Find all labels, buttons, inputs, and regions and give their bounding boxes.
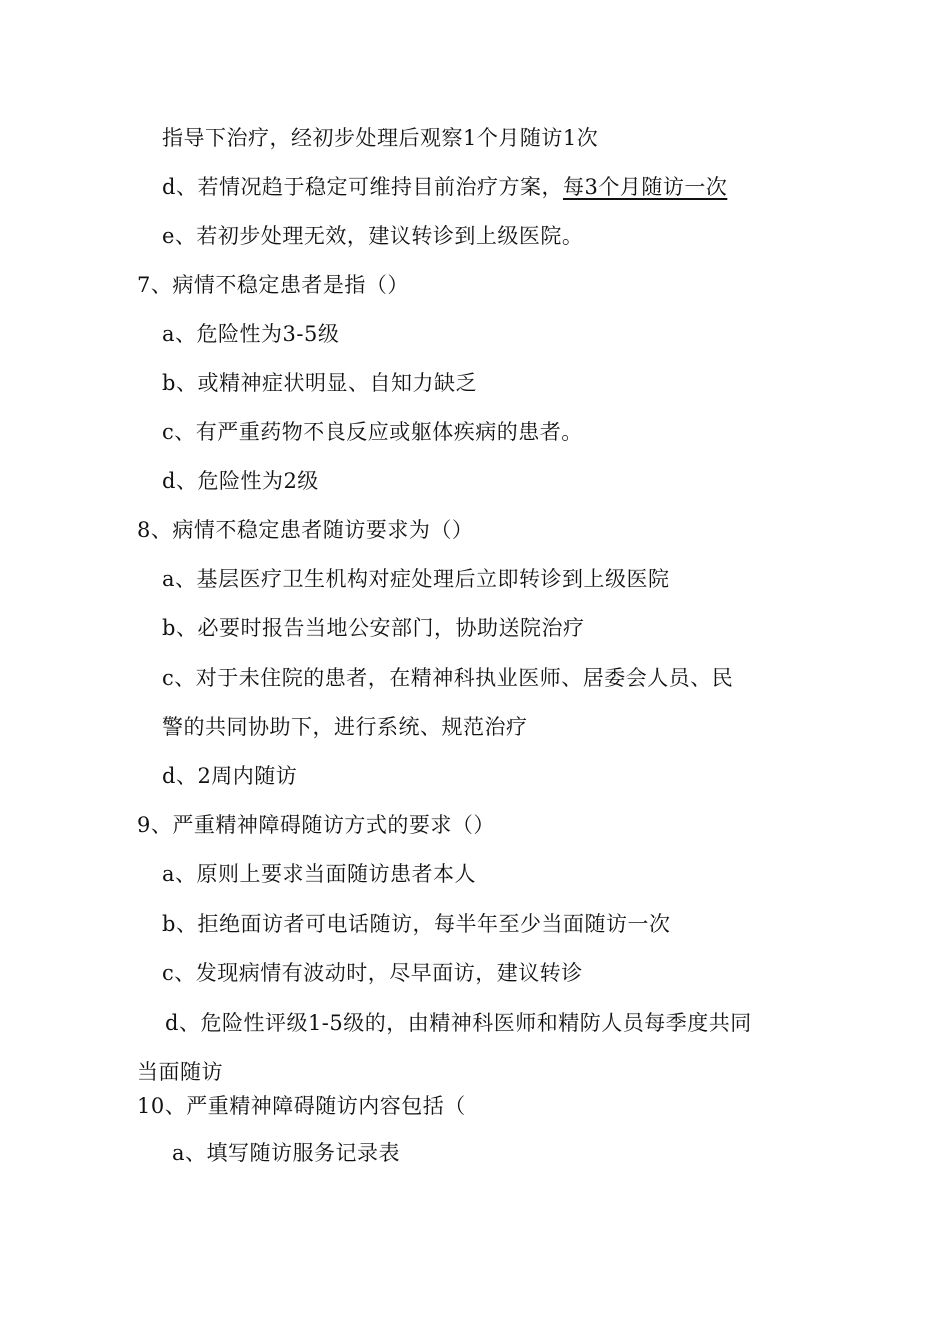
q7-option-c: c、有严重药物不良反应或躯体疾病的患者。 <box>162 420 583 444</box>
q8-option-d: d、2周内随访 <box>162 764 298 788</box>
q9-option-d-line1: d、危险性评级1-5级的，由精神科医师和精防人员每季度共同 <box>165 1011 752 1035</box>
question-8: 8、病情不稳定患者随访要求为（） <box>137 518 474 542</box>
q6-option-d <box>162 173 727 201</box>
q9-option-b: b、拒绝面访者可电话随访，每半年至少当面随访一次 <box>162 912 671 936</box>
question-7: 7、病情不稳定患者是指（） <box>137 273 409 297</box>
question-9: 9、严重精神障碍随访方式的要求（） <box>137 813 495 837</box>
q7-option-b: b、或精神症状明显、自知力缺乏 <box>162 371 477 395</box>
q9-option-a: a、原则上要求当面随访患者本人 <box>162 862 477 886</box>
q8-option-c-line2: 警的共同协助下，进行系统、规范治疗 <box>162 715 528 739</box>
q6-option-d-underlined: 每3个月随访一次 <box>562 175 728 199</box>
q8-option-a: a、基层医疗卫生机构对症处理后立即转诊到上级医院 <box>162 567 670 591</box>
q8-option-b: b、必要时报告当地公安部门，协助送院治疗 <box>162 616 585 640</box>
q9-option-d-line2: 当面随访 <box>137 1060 223 1084</box>
q7-option-d: d、危险性为2级 <box>162 469 319 493</box>
q8-option-c-line1: c、对于未住院的患者，在精神科执业医师、居委会人员、民 <box>162 666 734 690</box>
question-10: 10、严重精神障碍随访内容包括（ <box>137 1094 466 1118</box>
q7-option-a: a、危险性为3-5级 <box>162 322 340 346</box>
q6-continuation: 指导下治疗，经初步处理后观察1个月随访1次 <box>162 126 599 150</box>
q9-option-c: c、发现病情有波动时，尽早面访，建议转诊 <box>162 961 583 985</box>
q6-option-e: e、若初步处理无效，建议转诊到上级医院。 <box>162 224 584 248</box>
q6-option-d-text: d、若情况趋于稳定可维持目前治疗方案， <box>162 175 563 199</box>
q10-option-a: a、填写随访服务记录表 <box>172 1141 401 1165</box>
